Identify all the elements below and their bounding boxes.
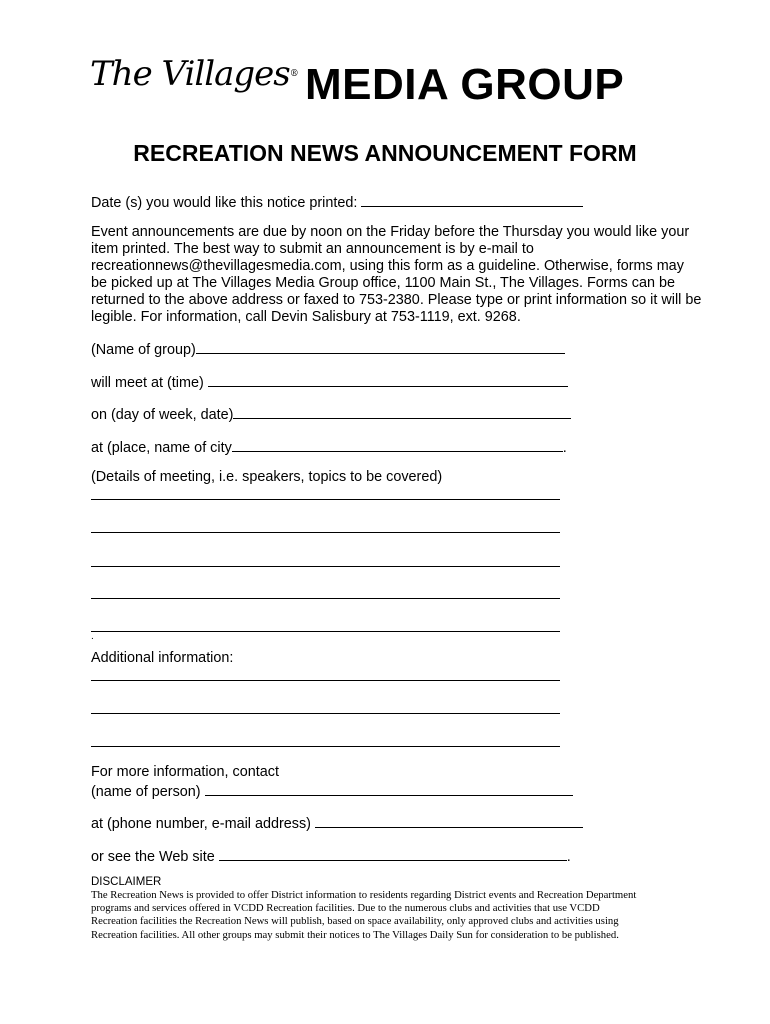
logo-text: The Villages <box>90 54 290 94</box>
details-line-2[interactable] <box>91 532 560 533</box>
day-date-blank[interactable] <box>233 404 571 419</box>
intro-line: returned to the above address or faxed to 753-2380. Please type or print information so it will be <box>91 292 702 308</box>
disclaimer-line: The Recreation News is provided to offer District information to residents regarding District events and Recreation Department <box>91 889 637 901</box>
details-period: . <box>91 631 94 642</box>
meet-time-row <box>91 372 568 392</box>
group-name-label: (Name of group) <box>91 342 196 358</box>
intro-line: recreationnews@thevillagesmedia.com, using this form as a guideline. Otherwise, forms may <box>91 258 684 274</box>
place-city-row <box>91 437 567 457</box>
day-date-label: on (day of week, date) <box>91 407 234 423</box>
additional-line-3[interactable] <box>91 746 560 747</box>
disclaimer-line: Recreation facilities. All other groups may submit their notices to The Villages Daily Sun for consideration to be published. <box>91 928 619 941</box>
website-label: or see the Web site <box>91 849 215 865</box>
details-line-1[interactable] <box>91 499 560 500</box>
disclaimer-line: Recreation facilities the Recreation News will publish, based on space availability, only approved clubs and activities using <box>91 915 619 928</box>
group-name-blank[interactable] <box>196 339 565 354</box>
disclaimer-line: programs and services offered in VCDD Recreation facilities. Due to the numerous clubs and activities that use VCDD <box>91 902 600 915</box>
brand-title: MEDIA GROUP <box>305 60 625 109</box>
place-city-blank[interactable] <box>232 437 563 452</box>
website-blank[interactable] <box>219 846 567 861</box>
disclaimer-body <box>91 889 681 942</box>
date-label: Date (s) you would like this notice printed: <box>91 195 358 211</box>
intro-paragraph <box>91 224 702 326</box>
contact-name-label: (name of person) <box>91 784 201 800</box>
intro-line: item printed. The best way to submit an announcement is by e-mail to <box>91 241 534 257</box>
date-blank[interactable] <box>361 192 583 207</box>
phone-email-label: at (phone number, e-mail address) <box>91 816 311 832</box>
registered-mark: ® <box>289 69 298 79</box>
contact-name-blank[interactable] <box>205 781 573 796</box>
date-field-row <box>91 192 583 212</box>
contact-name-row <box>91 781 573 801</box>
additional-line-2[interactable] <box>91 713 560 714</box>
details-line-3[interactable] <box>91 566 560 567</box>
details-line-4[interactable] <box>91 598 560 599</box>
additional-label: Additional information: <box>91 650 234 666</box>
villages-logo <box>90 52 298 96</box>
website-row <box>91 846 571 866</box>
meet-time-label: will meet at (time) <box>91 375 204 391</box>
phone-email-row <box>91 813 583 833</box>
place-city-label: at (place, name of city <box>91 440 232 456</box>
phone-email-blank[interactable] <box>315 813 583 828</box>
disclaimer-heading: DISCLAIMER <box>91 876 162 888</box>
meet-time-blank[interactable] <box>208 372 568 387</box>
group-name-row <box>91 339 565 359</box>
additional-line-1[interactable] <box>91 680 560 681</box>
contact-intro: For more information, contact <box>91 764 279 780</box>
details-line-5[interactable] <box>91 631 560 632</box>
day-date-row <box>91 404 571 424</box>
intro-line: be picked up at The Villages Media Group office, 1100 Main St., The Villages. Forms can be <box>91 275 675 291</box>
form-title: RECREATION NEWS ANNOUNCEMENT FORM <box>133 140 637 166</box>
intro-line: Event announcements are due by noon on the Friday before the Thursday you would like your <box>91 224 690 240</box>
place-city-period: . <box>562 440 567 456</box>
details-label: (Details of meeting, i.e. speakers, topics to be covered) <box>91 469 443 485</box>
intro-line: legible. For information, call Devin Salisbury at 753-1119, ext. 9268. <box>91 309 521 325</box>
website-period: . <box>566 849 571 865</box>
